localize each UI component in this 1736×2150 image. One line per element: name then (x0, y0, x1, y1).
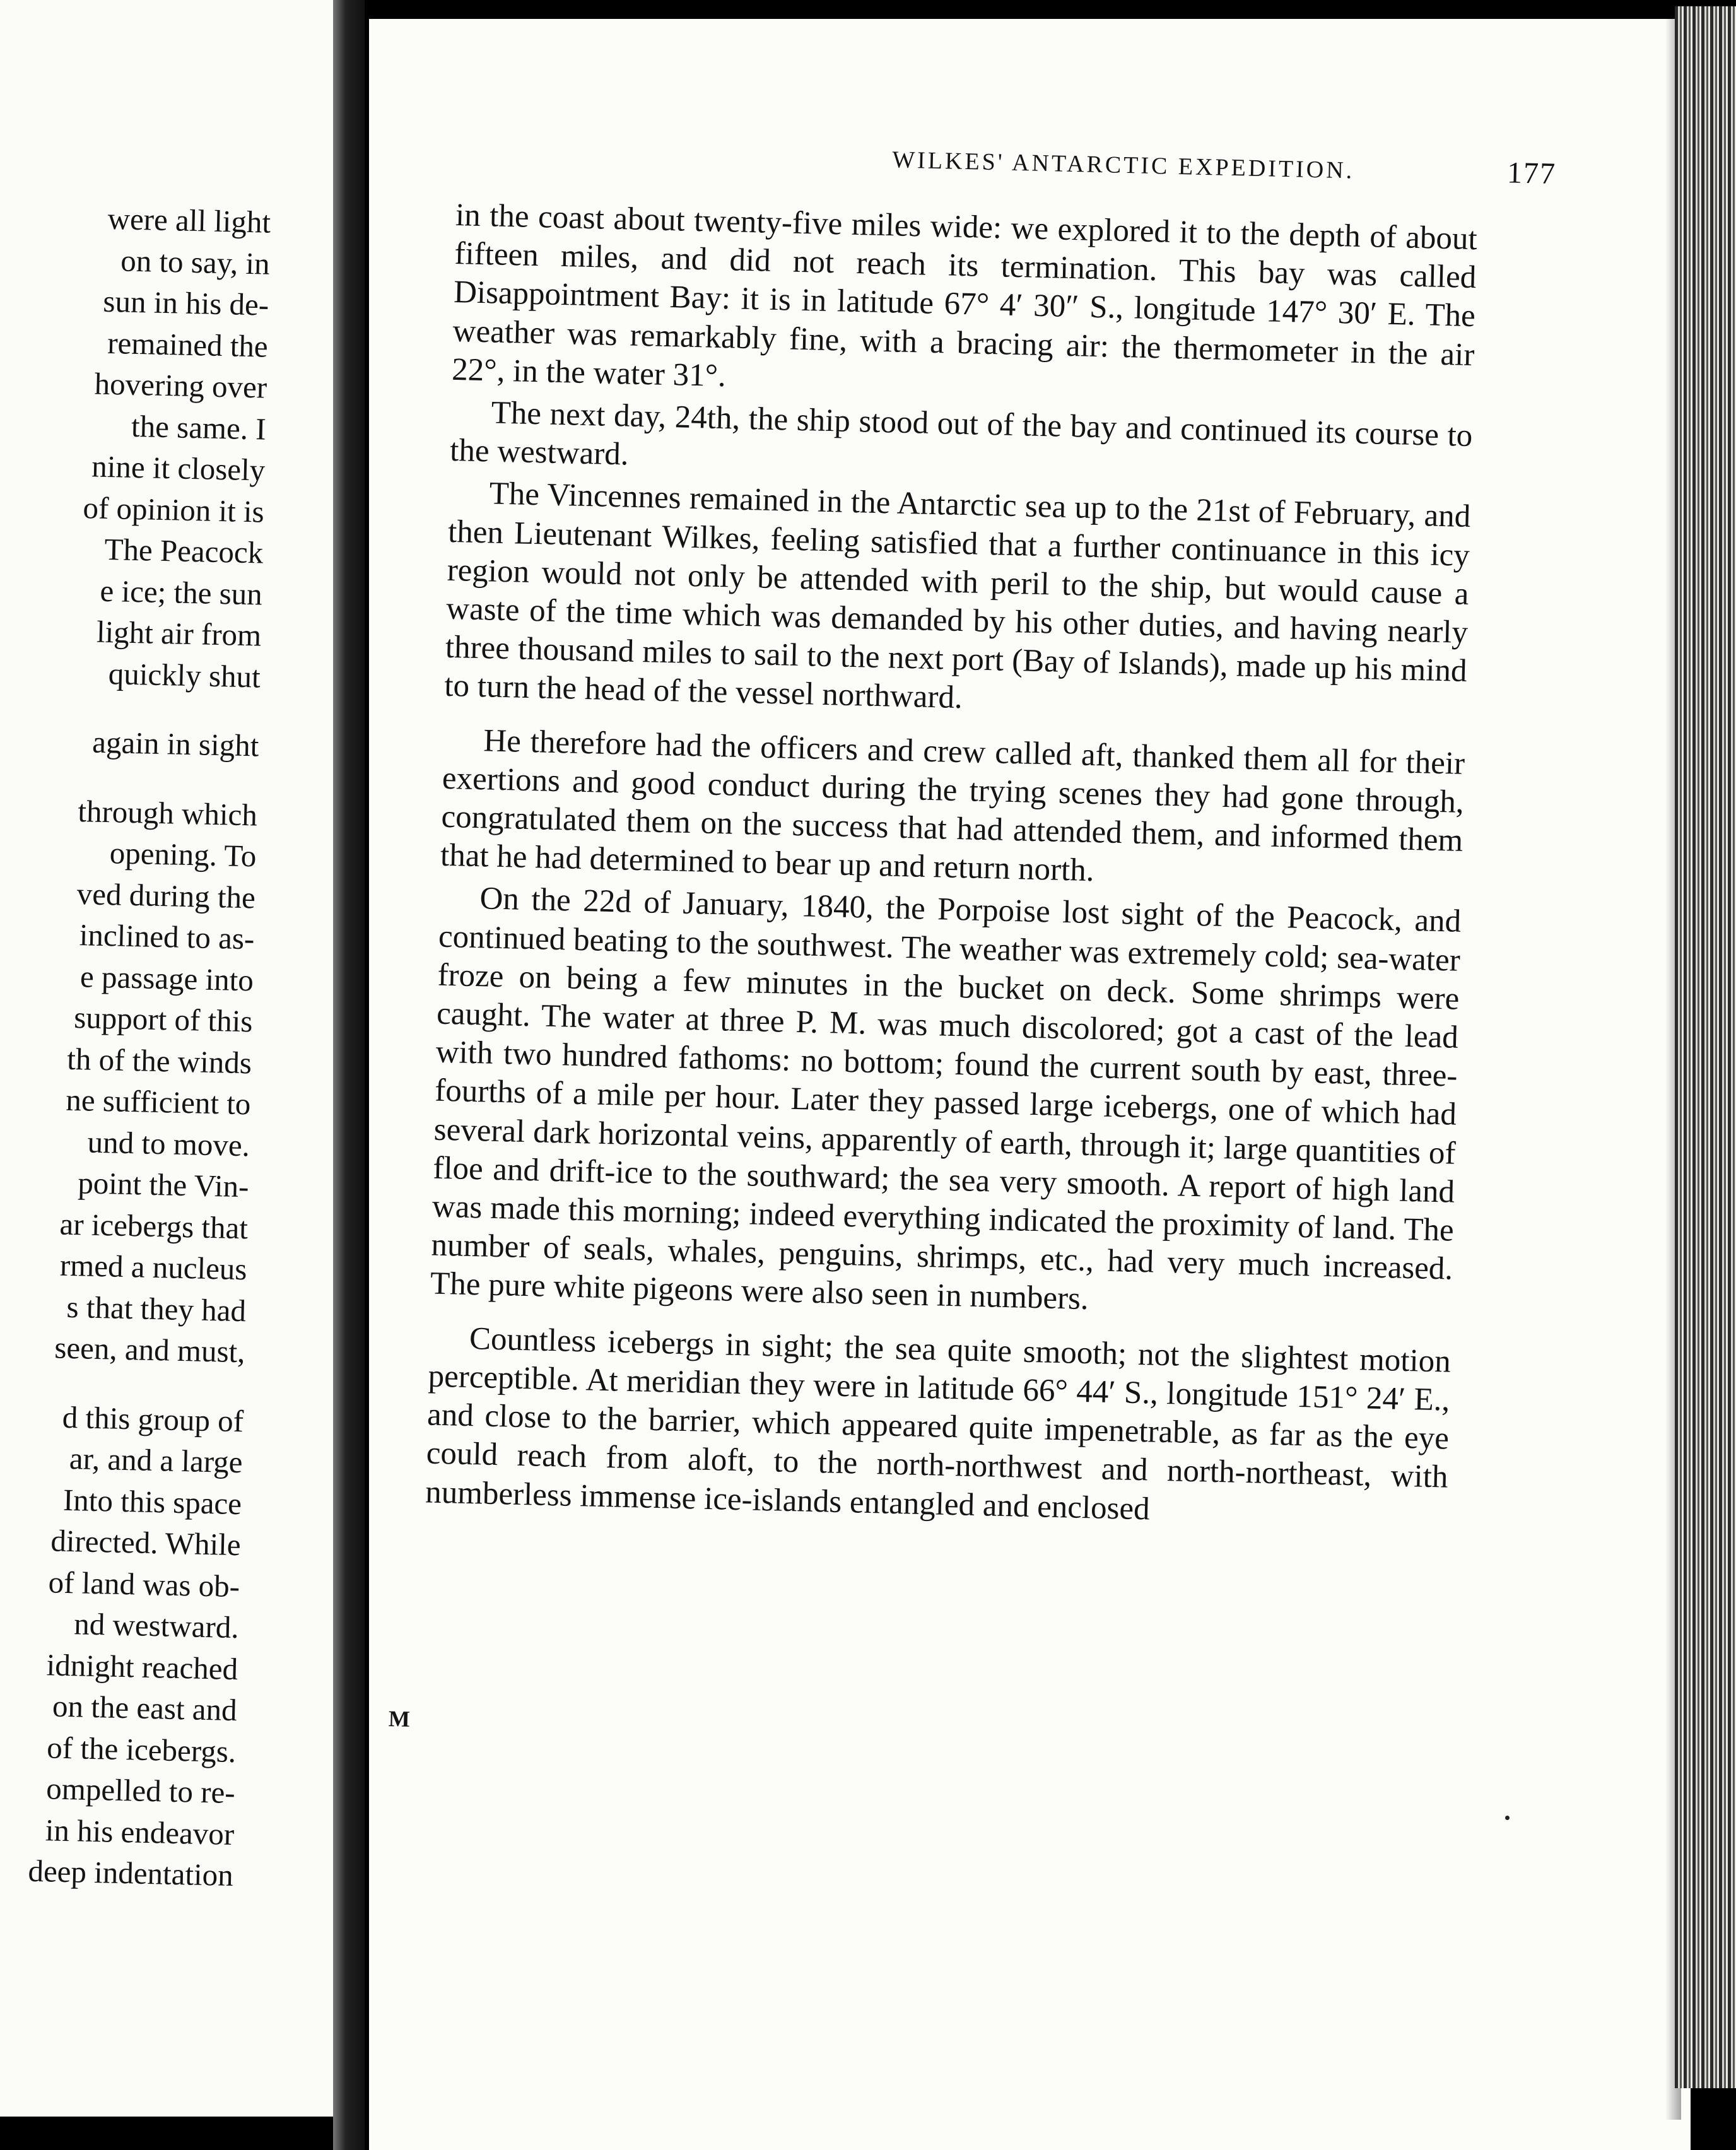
ink-dot (1505, 1816, 1510, 1820)
left-page-line: in his endeavor (45, 1812, 235, 1852)
left-page-line: d this group of (62, 1399, 244, 1438)
left-page-line: remained the (107, 325, 269, 364)
left-page-line: nine it closely (91, 449, 266, 488)
left-page-line: of land was ob- (48, 1564, 240, 1604)
left-page-line: ved during the (76, 876, 256, 915)
left-page-line: The Peacock (104, 531, 264, 570)
paragraph: The next day, 24th, the ship stood out of the bay and continued its course to the westward. (449, 395, 1473, 473)
left-page-line: inclined to as- (79, 917, 255, 956)
left-page-line: s that they had (66, 1289, 247, 1328)
left-page-line: e ice; the sun (100, 573, 263, 612)
left-page-line: e passage into (79, 958, 254, 997)
left-page-line: und to move. (87, 1124, 250, 1163)
left-page-line: deep indentation (27, 1853, 234, 1893)
paragraph: in the coast about twenty-five miles wide: we explored it to the depth of about fifteen miles, and did not reach its termination. This bay was called Disappointment Bay: it is in latitude 67° 4′ 30″ S., longitude 147° 30′ E. The weather was remarkably fine, with a bracing air: the thermometer in the air 22°, in the water 31°. (451, 197, 1478, 394)
left-page-line: through which (77, 793, 258, 832)
paragraph: The Vincennes remained in the Antarctic sea up to the 21st of February, and then Lieutenant Wilkes, feeling satisfied that a further continuance in this icy region would not only be attended with peril to the ship, but would cause a waste of the time which was demanded by his other duties, and having nearly three thousand miles to sail to the next port (Bay of Islands), made up his mind to turn the head of the vessel northward. (443, 476, 1471, 716)
body-text (425, 196, 1478, 1539)
right-page-content (369, 19, 1691, 2150)
left-page-line: nd westward. (73, 1606, 240, 1645)
left-page-line: the same. I (131, 408, 267, 447)
left-page-line: ar icebergs that (59, 1206, 249, 1245)
left-page-text (0, 196, 271, 1896)
left-page-line: hovering over (94, 366, 267, 405)
paragraph: On the 22d of January, 1840, the Porpoise lost sight of the Peacock, and continued beating to the southwest. The weather was extremely cold; sea-water froze on being a few minutes in the bucket on deck. Some shrimps were caught. The water at three P. M. was much discolored; got a cast of the lead with two hundred fathoms: no bottom; found the current south by east, three-fourths of a mile per hour. Later they passed large icebergs, one of which had several dark horizontal veins, apparently of earth, through it; large quantities of floe and drift-ice to the southward; the sea very smooth. A report of high land was made this morning; indeed everything indicated the proximity of land. The number of seals, whales, penguins, shrimps, etc., had very much increased. The pure white pigeons were also seen in numbers. (430, 881, 1462, 1317)
left-page-line: point the Vin- (77, 1165, 250, 1204)
left-page-line: idnight reached (46, 1647, 238, 1686)
paragraph: Countless icebergs in sight; the sea quite smooth; not the slightest motion perceptible. At meridian they were in latitude 66° 44′ S., longitude 151° 24′ E., and close to the barrier, which appeared quite impenetrable, as far as the eye could reach from aloft, to the north-northwest and north-northeast, with numberless immense ice-islands entangled and enclosed (425, 1320, 1452, 1527)
left-page-line: of the icebergs. (46, 1729, 237, 1769)
left-page-line: seen, and must, (54, 1330, 246, 1370)
left-page-line: support of this (73, 1000, 254, 1039)
left-page-line: on to say, in (120, 242, 271, 281)
page-number: 177 (1506, 156, 1557, 191)
left-page-line: directed. While (50, 1523, 242, 1563)
page-header (462, 136, 1557, 205)
left-page-line: ar, and a large (69, 1441, 243, 1480)
left-page-line: on the east and (52, 1688, 238, 1728)
signature-mark: M (388, 1706, 411, 1732)
left-page-line: Into this space (62, 1482, 242, 1521)
left-page-line: quickly shut (108, 655, 261, 695)
left-page-line: ne sufficient to (65, 1082, 252, 1122)
left-page-line: light air from (96, 614, 262, 653)
left-page-line: rmed a nucleus (59, 1247, 248, 1287)
paragraph: He therefore had the officers and crew called aft, thanked them all for their exertions and good conduct during the trying scenes they had gone through, congratulated them on the success that had attended them, and informed them that he had determined to bear up and return north. (440, 722, 1465, 889)
left-page-line: again in sight (91, 724, 259, 763)
right-page (369, 19, 1691, 2150)
left-page-line: ompelled to re- (45, 1771, 236, 1811)
left-page-line: th of the winds (66, 1041, 252, 1080)
left-page-line: sun in his de- (102, 283, 269, 322)
left-page-line: were all light (107, 201, 271, 240)
left-page-line: opening. To (109, 835, 257, 874)
book-page-edges (1675, 6, 1736, 2088)
left-page-line: of opinion it is (82, 490, 265, 529)
book-gutter (333, 0, 365, 2150)
running-head: WILKES' ANTARCTIC EXPEDITION. (891, 146, 1355, 184)
left-page (0, 0, 341, 2117)
